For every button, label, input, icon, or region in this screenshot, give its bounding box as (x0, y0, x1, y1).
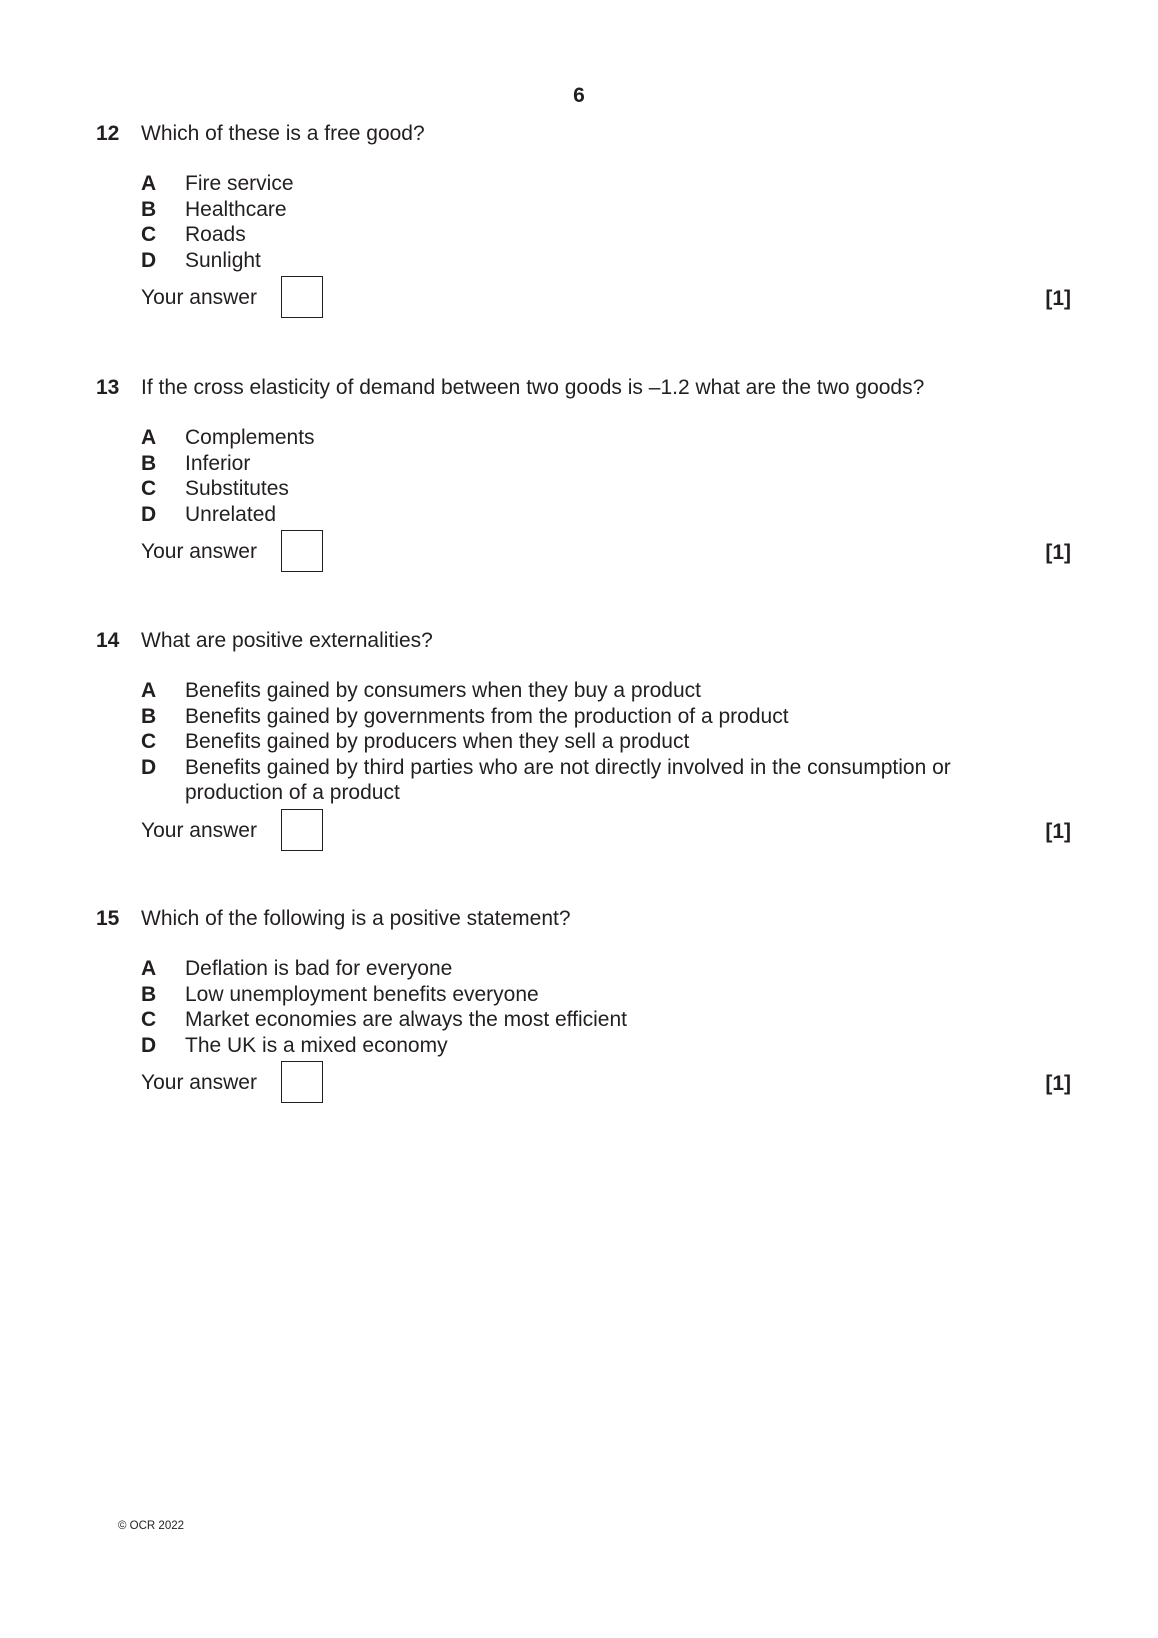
question-stem: Which of these is a free good? (141, 122, 425, 145)
answer-row (141, 809, 1071, 855)
option-letter: C (141, 730, 157, 753)
option-d (141, 1033, 1021, 1059)
option-c (141, 222, 1021, 248)
option-b (141, 197, 1021, 223)
option-text: Benefits gained by producers when they sell a product (185, 730, 690, 753)
marks: [1] (1045, 820, 1071, 843)
option-text: Complements (185, 426, 315, 449)
answer-label: Your answer (141, 540, 257, 563)
option-a (141, 425, 1021, 451)
option-text: Benefits gained by third parties who are not directly involved in the consumption or production of a product (185, 755, 951, 804)
options-list (141, 956, 1021, 1058)
option-letter: A (141, 957, 157, 980)
option-text: Fire service (185, 172, 294, 195)
marks: [1] (1045, 1072, 1071, 1095)
option-letter: A (141, 679, 157, 702)
answer-label: Your answer (141, 1071, 257, 1094)
option-b (141, 704, 1021, 730)
option-text: Sunlight (185, 248, 261, 272)
copyright: © OCR 2022 (118, 1520, 185, 1532)
marks: [1] (1045, 541, 1071, 564)
answer-label: Your answer (141, 286, 257, 309)
option-text: Benefits gained by consumers when they buy a product (185, 679, 701, 702)
option-a (141, 956, 1021, 982)
options-list (141, 171, 1021, 273)
option-letter: D (141, 248, 157, 272)
answer-box[interactable] (281, 809, 323, 851)
option-c (141, 1007, 1021, 1033)
option-letter: C (141, 477, 157, 500)
option-c (141, 476, 1021, 502)
option-text: Deflation is bad for everyone (185, 957, 453, 980)
answer-row (141, 1061, 1071, 1107)
option-letter: B (141, 451, 157, 475)
option-letter: B (141, 982, 157, 1006)
option-b (141, 451, 1021, 477)
option-c (141, 729, 1021, 755)
option-text: The UK is a mixed economy (185, 1033, 448, 1057)
question-stem: What are positive externalities? (141, 629, 433, 652)
option-letter: D (141, 1033, 157, 1057)
question-number: 14 (96, 629, 120, 652)
answer-box[interactable] (281, 276, 323, 318)
options-list (141, 678, 1021, 806)
option-text: Roads (185, 223, 246, 246)
option-d (141, 755, 1021, 806)
option-text: Unrelated (185, 502, 277, 526)
options-list (141, 425, 1021, 527)
option-letter: C (141, 1008, 157, 1031)
option-letter: B (141, 704, 157, 728)
answer-box[interactable] (281, 1061, 323, 1103)
option-letter: D (141, 755, 157, 779)
question-number: 15 (96, 907, 120, 930)
answer-box[interactable] (281, 530, 323, 572)
option-a (141, 171, 1021, 197)
answer-row (141, 276, 1071, 322)
option-text: Low unemployment benefits everyone (185, 982, 539, 1006)
question-number: 13 (96, 376, 120, 399)
option-text: Healthcare (185, 197, 287, 221)
option-a (141, 678, 1021, 704)
question-stem: If the cross elasticity of demand between two goods is –1.2 what are the two goods? (141, 376, 925, 399)
option-d (141, 248, 1021, 274)
option-text: Benefits gained by governments from the production of a product (185, 704, 789, 728)
option-letter: A (141, 172, 157, 195)
option-text: Inferior (185, 451, 251, 475)
question-number: 12 (96, 122, 120, 145)
marks: [1] (1045, 287, 1071, 310)
option-text: Market economies are always the most efficient (185, 1008, 627, 1031)
option-b (141, 982, 1021, 1008)
question-stem: Which of the following is a positive statement? (141, 907, 571, 930)
option-letter: A (141, 426, 157, 449)
answer-row (141, 530, 1071, 576)
option-text: Substitutes (185, 477, 289, 500)
option-letter: D (141, 502, 157, 526)
option-d (141, 502, 1021, 528)
option-letter: C (141, 223, 157, 246)
answer-label: Your answer (141, 819, 257, 842)
page-number: 6 (573, 84, 585, 107)
option-letter: B (141, 197, 157, 221)
